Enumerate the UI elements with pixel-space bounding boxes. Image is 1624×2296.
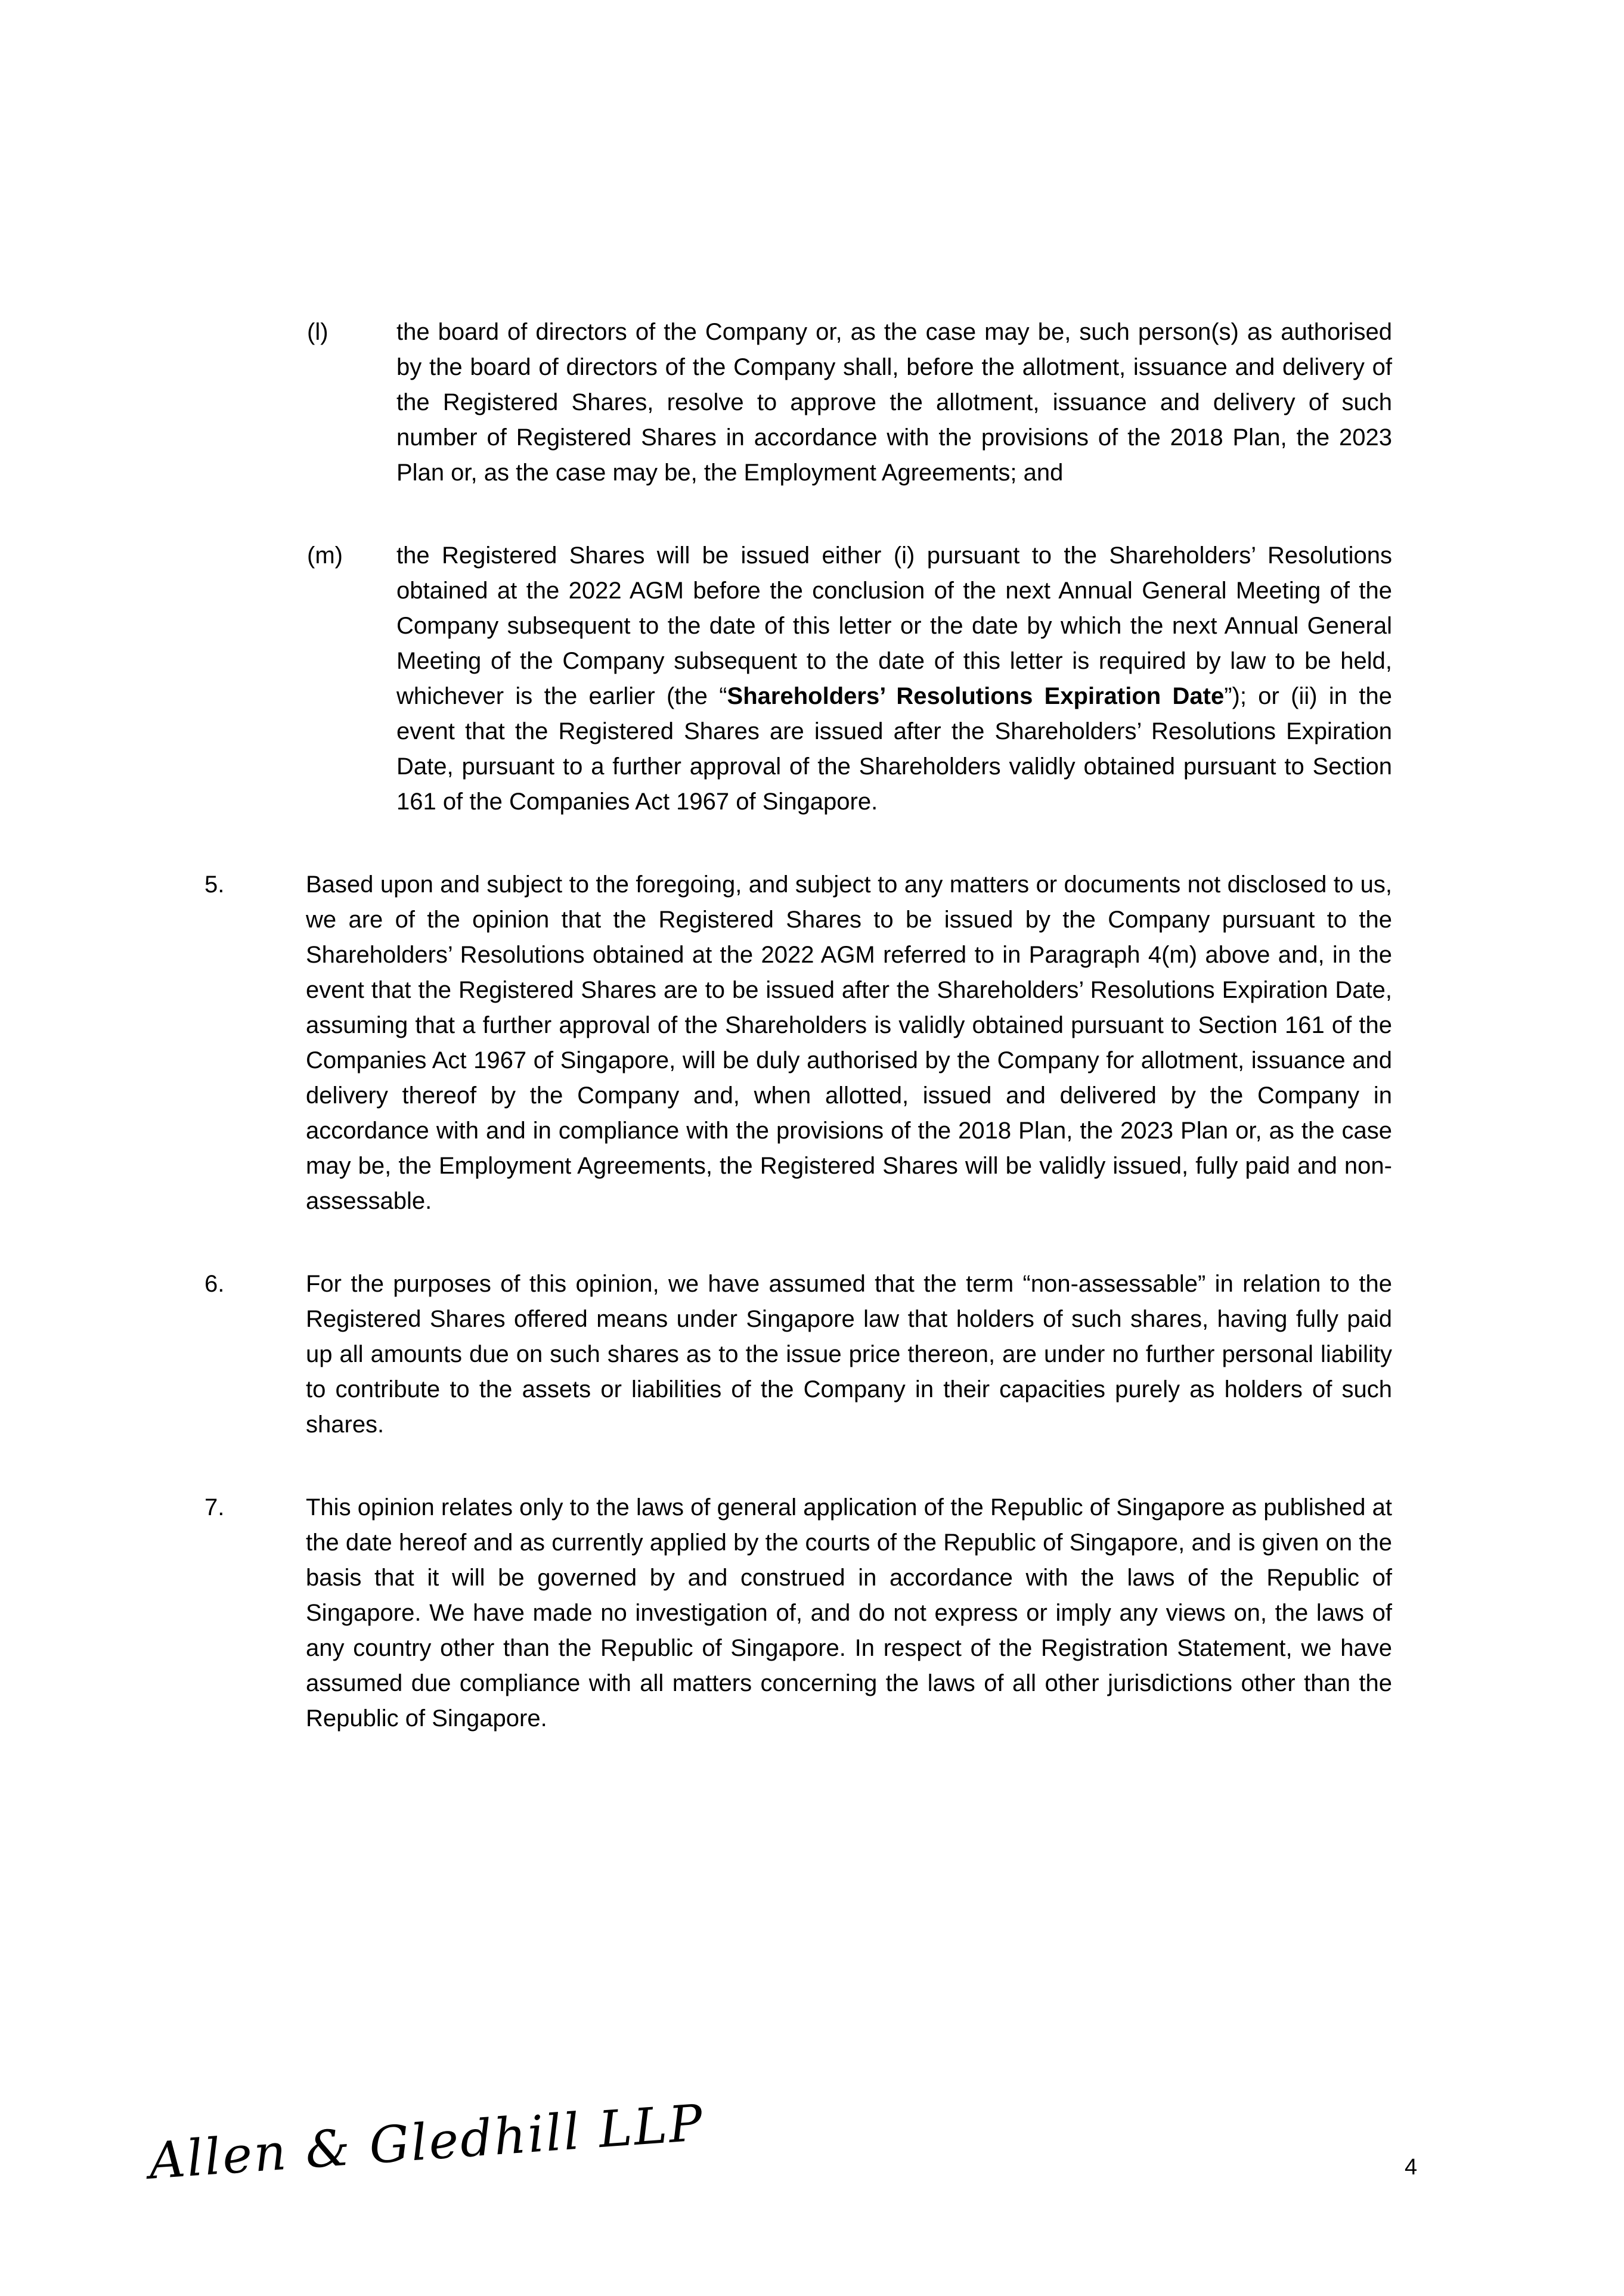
- paragraph-item-7: [0, 1490, 1624, 1736]
- item-text-m-before: the Registered Shares will be issued either (i) pursuant to the Shareholders’ Resolutions obtained at the 2022 AGM before the conclusion of the next Annual General Meeting of the Company subsequent to the date of this letter or the date by which the next Annual General Meeting of the Company subsequent to the date of this letter is required by law to be held, whichever is the earlier (the “: [396, 542, 1392, 709]
- paragraph-item-m: [0, 538, 1624, 820]
- document-body: [0, 315, 1624, 1784]
- paragraph-item-l: [0, 315, 1624, 491]
- item-number-6: 6.: [204, 1271, 225, 1297]
- paragraph-item-6: [0, 1267, 1624, 1442]
- item-label-l: (l): [307, 319, 328, 345]
- item-text-m-after: ”); or (ii) in the event that the Registered Shares are issued after the Shareholders’ Resolutions Expiration Date, pursuant to a further approval of the Shareholders validly obtained pursuant to Section 161 of the Companies Act 1967 of Singapore.: [396, 683, 1392, 815]
- item-text-m: [396, 538, 1392, 820]
- signature: Allen & Gledhill LLP: [147, 2093, 706, 2190]
- defined-term-bold: Shareholders’ Resolutions Expiration Date: [727, 683, 1225, 709]
- item-number-7: 7.: [204, 1494, 225, 1521]
- item-text-7: This opinion relates only to the laws of general application of the Republic of Singapore as published at the date hereof and as currently applied by the courts of the Republic of Singapore, and is given on the basis that it will be governed by and construed in accordance with the laws of the Republic of Singapore. We have made no investigation of, and do not express or imply any views on, the laws of any country other than the Republic of Singapore. In respect of the Registration Statement, we have assumed due compliance with all matters concerning the laws of all other jurisdictions other than the Republic of Singapore.: [306, 1494, 1392, 1732]
- paragraph-item-5: [0, 867, 1624, 1219]
- item-label-m: (m): [307, 542, 343, 569]
- item-text-6: For the purposes of this opinion, we have assumed that the term “non-assessable” in relation to the Registered Shares offered means under Singapore law that holders of such shares, having fully paid up all amounts due on such shares as to the issue price thereon, are under no further personal liability to contribute to the assets or liabilities of the Company in their capacities purely as holders of such shares.: [306, 1271, 1392, 1438]
- item-number-5: 5.: [204, 871, 225, 898]
- item-text-5: Based upon and subject to the foregoing, and subject to any matters or documents not disclosed to us, we are of the opinion that the Registered Shares to be issued by the Company pursuant to the Shareholders’ Resolutions obtained at the 2022 AGM referred to in Paragraph 4(m) above and, in the event that the Registered Shares are to be issued after the Shareholders’ Resolutions Expiration Date, assuming that a further approval of the Shareholders is validly obtained pursuant to Section 161 of the Companies Act 1967 of Singapore, will be duly authorised by the Company for allotment, issuance and delivery thereof by the Company and, when allotted, issued and delivered by the Company in accordance with and in compliance with the provisions of the 2018 Plan, the 2023 Plan or, as the case may be, the Employment Agreements, the Registered Shares will be validly issued, fully paid and non-assessable.: [306, 871, 1392, 1214]
- item-text-l: the board of directors of the Company or, as the case may be, such person(s) as authorised by the board of directors of the Company shall, before the allotment, issuance and delivery of the Registered Shares, resolve to approve the allotment, issuance and delivery of such number of Registered Shares in accordance with the provisions of the 2018 Plan, the 2023 Plan or, as the case may be, the Employment Agreements; and: [396, 319, 1392, 486]
- page-number: 4: [1405, 2155, 1418, 2180]
